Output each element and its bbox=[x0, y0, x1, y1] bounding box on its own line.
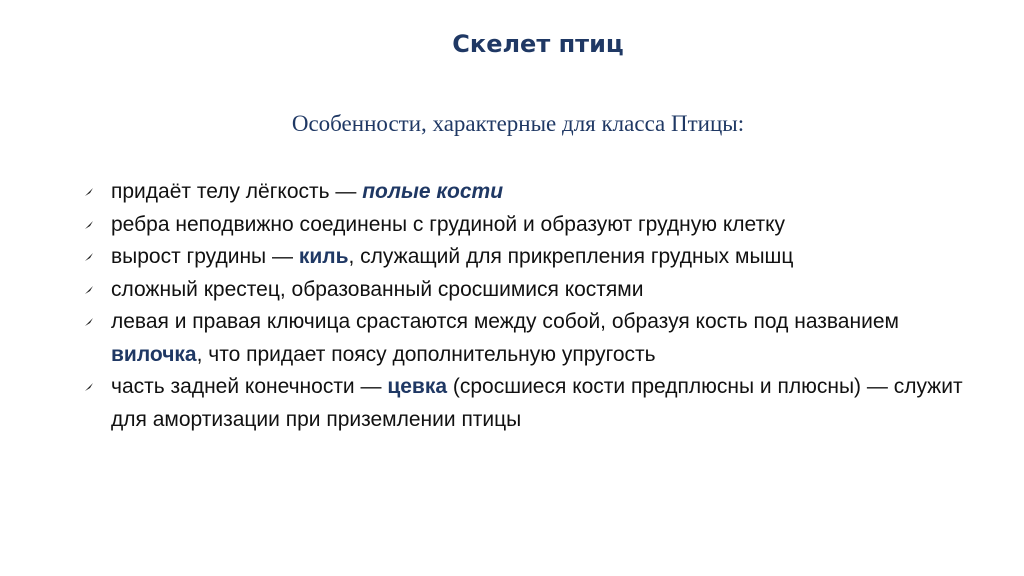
list-item bbox=[84, 241, 964, 274]
list-item bbox=[84, 176, 964, 209]
feature-list bbox=[84, 176, 964, 436]
item-highlight: цевка bbox=[387, 375, 448, 398]
item-text-after: (сросшиеся кости предплюсны и плюсны) — служит для амортизации при приземлении птицы bbox=[111, 375, 963, 431]
list-item bbox=[84, 274, 964, 307]
arrowhead-bullet-icon bbox=[84, 252, 94, 262]
item-text: часть задней конечности — bbox=[111, 375, 388, 398]
slide-subtitle: Особенности, характерные для класса Птицы: bbox=[291, 111, 745, 136]
item-text-after: , что придает поясу дополнительную упругость bbox=[196, 342, 656, 366]
arrowhead-bullet-icon bbox=[84, 382, 94, 392]
item-highlight: киль bbox=[298, 245, 349, 268]
arrowhead-bullet-icon bbox=[84, 187, 94, 197]
item-highlight: полые кости bbox=[362, 180, 504, 203]
slide-title: Скелет птиц bbox=[452, 30, 624, 58]
item-text-after: , служащий для прикрепления грудных мышц bbox=[348, 245, 794, 268]
item-text: левая и правая ключица срастаются между собой, образуя кость под названием bbox=[111, 310, 899, 333]
item-highlight: вилочка bbox=[111, 342, 197, 366]
item-text: вырост грудины — bbox=[111, 245, 299, 268]
list-item bbox=[84, 209, 964, 242]
item-text: ребра неподвижно соединены с грудиной и образуют грудную клетку bbox=[111, 212, 786, 236]
item-text: придаёт телу лёгкость — bbox=[111, 180, 363, 203]
arrowhead-bullet-icon bbox=[84, 220, 94, 230]
arrowhead-bullet-icon bbox=[84, 285, 94, 295]
arrowhead-bullet-icon bbox=[84, 317, 94, 327]
list-item bbox=[84, 371, 964, 436]
item-text: сложный крестец, образованный сросшимися костями bbox=[111, 277, 644, 301]
list-item bbox=[84, 306, 964, 371]
